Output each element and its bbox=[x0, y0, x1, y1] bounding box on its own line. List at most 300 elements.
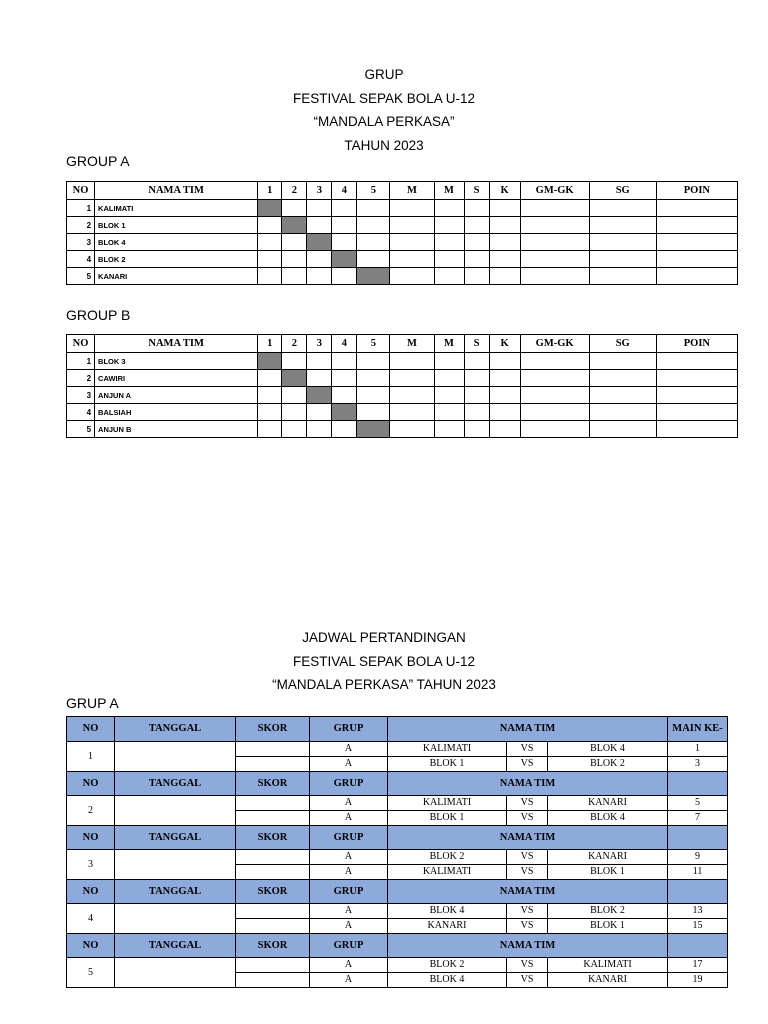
team-number: 5 bbox=[67, 421, 95, 438]
match-cell bbox=[307, 234, 332, 251]
match-score bbox=[236, 742, 310, 757]
match-cell bbox=[357, 200, 390, 217]
stat-cell bbox=[464, 353, 489, 370]
match-cell bbox=[307, 251, 332, 268]
team-name: CAWIRI bbox=[95, 370, 258, 387]
stat-cell bbox=[520, 404, 589, 421]
schedule-col-grup: GRUP bbox=[310, 772, 388, 796]
match-cell bbox=[258, 353, 282, 370]
team-name: BLOK 1 bbox=[95, 217, 258, 234]
column-header: S bbox=[464, 335, 489, 353]
stat-cell bbox=[656, 234, 737, 251]
match-score bbox=[236, 757, 310, 772]
versus-label: VS bbox=[507, 904, 548, 919]
schedule-header-row bbox=[67, 717, 728, 742]
stat-cell bbox=[434, 387, 464, 404]
round-number: 1 bbox=[67, 742, 115, 772]
match-cell bbox=[357, 387, 390, 404]
stat-cell bbox=[390, 200, 434, 217]
match-group: A bbox=[310, 904, 388, 919]
stat-cell bbox=[656, 200, 737, 217]
match-cell bbox=[357, 268, 390, 285]
match-score bbox=[236, 973, 310, 988]
match-cell bbox=[332, 370, 357, 387]
stat-cell bbox=[656, 268, 737, 285]
stat-cell bbox=[589, 268, 656, 285]
team-row bbox=[67, 234, 738, 251]
schedule-header-row bbox=[67, 880, 728, 904]
schedule-body bbox=[67, 717, 728, 988]
team-name: BLOK 2 bbox=[95, 251, 258, 268]
title-line: JADWAL PERTANDINGAN bbox=[302, 630, 466, 645]
team-name: BALSIAH bbox=[95, 404, 258, 421]
home-team: KALIMATI bbox=[388, 742, 507, 757]
round-number: 5 bbox=[67, 958, 115, 988]
schedule-col-grup: GRUP bbox=[310, 934, 388, 958]
column-header: GM-GK bbox=[520, 182, 589, 200]
schedule-col-skor: SKOR bbox=[236, 772, 310, 796]
stat-cell bbox=[489, 217, 520, 234]
match-date bbox=[115, 742, 236, 772]
match-group: A bbox=[310, 796, 388, 811]
team-number: 4 bbox=[67, 404, 95, 421]
away-team: KALIMATI bbox=[548, 958, 668, 973]
match-cell bbox=[357, 234, 390, 251]
match-order: 9 bbox=[668, 850, 728, 865]
column-header: 4 bbox=[332, 335, 357, 353]
match-cell bbox=[307, 387, 332, 404]
match-date bbox=[115, 958, 236, 988]
stat-cell bbox=[489, 421, 520, 438]
column-header: SG bbox=[589, 335, 656, 353]
match-cell bbox=[357, 421, 390, 438]
stat-cell bbox=[434, 370, 464, 387]
stat-cell bbox=[434, 217, 464, 234]
schedule-col-no: NO bbox=[67, 880, 115, 904]
schedule-col-no: NO bbox=[67, 826, 115, 850]
schedule-col-tanggal: TANGGAL bbox=[115, 826, 236, 850]
team-row bbox=[67, 217, 738, 234]
stat-cell bbox=[520, 234, 589, 251]
group-a-label: GROUP A bbox=[66, 153, 130, 169]
stat-cell bbox=[589, 404, 656, 421]
schedule-col-tanggal: TANGGAL bbox=[115, 717, 236, 742]
schedule-col-grup: GRUP bbox=[310, 826, 388, 850]
team-row bbox=[67, 370, 738, 387]
schedule-header-row bbox=[67, 934, 728, 958]
stat-cell bbox=[489, 200, 520, 217]
versus-label: VS bbox=[507, 865, 548, 880]
match-order: 7 bbox=[668, 811, 728, 826]
match-order: 13 bbox=[668, 904, 728, 919]
team-number: 2 bbox=[67, 370, 95, 387]
stat-cell bbox=[390, 234, 434, 251]
match-score bbox=[236, 904, 310, 919]
team-number: 1 bbox=[67, 353, 95, 370]
team-number: 1 bbox=[67, 200, 95, 217]
team-number: 2 bbox=[67, 217, 95, 234]
home-team: KALIMATI bbox=[388, 796, 507, 811]
stat-cell bbox=[520, 217, 589, 234]
schedule-title bbox=[0, 626, 768, 697]
round-number: 3 bbox=[67, 850, 115, 880]
match-cell bbox=[282, 200, 307, 217]
team-row bbox=[67, 251, 738, 268]
team-number: 4 bbox=[67, 251, 95, 268]
team-name: BLOK 4 bbox=[95, 234, 258, 251]
group-b-body bbox=[67, 353, 738, 438]
versus-label: VS bbox=[507, 742, 548, 757]
schedule-col-skor: SKOR bbox=[236, 717, 310, 742]
match-order: 19 bbox=[668, 973, 728, 988]
stat-cell bbox=[434, 353, 464, 370]
match-order: 11 bbox=[668, 865, 728, 880]
column-header: SG bbox=[589, 182, 656, 200]
home-team: KALIMATI bbox=[388, 865, 507, 880]
stat-cell bbox=[464, 421, 489, 438]
stat-cell bbox=[520, 370, 589, 387]
stat-cell bbox=[464, 370, 489, 387]
stat-cell bbox=[589, 370, 656, 387]
stat-cell bbox=[464, 251, 489, 268]
away-team: KANARI bbox=[548, 850, 668, 865]
stat-cell bbox=[520, 421, 589, 438]
match-cell bbox=[332, 251, 357, 268]
versus-label: VS bbox=[507, 811, 548, 826]
stat-cell bbox=[520, 268, 589, 285]
match-cell bbox=[307, 217, 332, 234]
team-row bbox=[67, 268, 738, 285]
team-row bbox=[67, 404, 738, 421]
match-row bbox=[67, 850, 728, 865]
stat-cell bbox=[390, 387, 434, 404]
match-group: A bbox=[310, 742, 388, 757]
match-cell bbox=[307, 370, 332, 387]
schedule-col-nama-tim: NAMA TIM bbox=[388, 880, 668, 904]
match-cell bbox=[332, 217, 357, 234]
column-header: K bbox=[489, 335, 520, 353]
match-cell bbox=[282, 421, 307, 438]
team-row bbox=[67, 200, 738, 217]
stat-cell bbox=[390, 217, 434, 234]
schedule-col-nama-tim: NAMA TIM bbox=[388, 717, 668, 742]
column-header: K bbox=[489, 182, 520, 200]
match-cell bbox=[258, 200, 282, 217]
standings-title bbox=[0, 63, 768, 157]
column-header: 5 bbox=[357, 182, 390, 200]
schedule-col-main-ke bbox=[668, 826, 728, 850]
match-cell bbox=[258, 217, 282, 234]
match-cell bbox=[282, 387, 307, 404]
stat-cell bbox=[489, 370, 520, 387]
home-team: BLOK 2 bbox=[388, 958, 507, 973]
match-cell bbox=[357, 370, 390, 387]
schedule-header-row bbox=[67, 826, 728, 850]
team-number: 5 bbox=[67, 268, 95, 285]
column-header: NO bbox=[67, 182, 95, 200]
column-header: 3 bbox=[307, 335, 332, 353]
match-cell bbox=[357, 251, 390, 268]
schedule-col-skor: SKOR bbox=[236, 880, 310, 904]
schedule-col-no: NO bbox=[67, 934, 115, 958]
column-header: M bbox=[434, 182, 464, 200]
versus-label: VS bbox=[507, 973, 548, 988]
versus-label: VS bbox=[507, 919, 548, 934]
match-order: 15 bbox=[668, 919, 728, 934]
stat-cell bbox=[464, 268, 489, 285]
column-header: NAMA TIM bbox=[95, 182, 258, 200]
home-team: BLOK 2 bbox=[388, 850, 507, 865]
match-cell bbox=[307, 268, 332, 285]
match-cell bbox=[258, 404, 282, 421]
column-header: 5 bbox=[357, 335, 390, 353]
stat-cell bbox=[489, 404, 520, 421]
match-row bbox=[67, 796, 728, 811]
home-team: KANARI bbox=[388, 919, 507, 934]
schedule-col-nama-tim: NAMA TIM bbox=[388, 934, 668, 958]
stat-cell bbox=[434, 200, 464, 217]
match-cell bbox=[357, 353, 390, 370]
group-b-label: GROUP B bbox=[66, 307, 131, 323]
column-header: POIN bbox=[656, 182, 737, 200]
title-line: GRUP bbox=[364, 67, 404, 82]
home-team: BLOK 1 bbox=[388, 811, 507, 826]
stat-cell bbox=[390, 404, 434, 421]
match-cell bbox=[307, 200, 332, 217]
round-number: 4 bbox=[67, 904, 115, 934]
stat-cell bbox=[656, 370, 737, 387]
away-team: BLOK 1 bbox=[548, 919, 668, 934]
column-header: POIN bbox=[656, 335, 737, 353]
match-cell bbox=[307, 421, 332, 438]
match-cell bbox=[307, 353, 332, 370]
versus-label: VS bbox=[507, 958, 548, 973]
stat-cell bbox=[390, 370, 434, 387]
match-order: 5 bbox=[668, 796, 728, 811]
stat-cell bbox=[656, 217, 737, 234]
schedule-col-tanggal: TANGGAL bbox=[115, 772, 236, 796]
schedule-col-no: NO bbox=[67, 772, 115, 796]
match-score bbox=[236, 796, 310, 811]
match-cell bbox=[258, 268, 282, 285]
stat-cell bbox=[656, 251, 737, 268]
stat-cell bbox=[434, 234, 464, 251]
team-name: KANARI bbox=[95, 268, 258, 285]
stat-cell bbox=[464, 200, 489, 217]
group-a-standings-table bbox=[66, 181, 738, 285]
stat-cell bbox=[390, 421, 434, 438]
match-cell bbox=[282, 353, 307, 370]
stat-cell bbox=[656, 353, 737, 370]
away-team: BLOK 4 bbox=[548, 811, 668, 826]
schedule-table bbox=[66, 716, 728, 988]
title-line: FESTIVAL SEPAK BOLA U-12 bbox=[292, 653, 476, 669]
title-line: FESTIVAL SEPAK BOLA U-12 bbox=[292, 90, 476, 106]
stat-cell bbox=[464, 387, 489, 404]
stat-cell bbox=[434, 421, 464, 438]
title-line: “MANDALA PERKASA” TAHUN 2023 bbox=[272, 677, 496, 692]
match-cell bbox=[258, 421, 282, 438]
stat-cell bbox=[390, 268, 434, 285]
schedule-col-nama-tim: NAMA TIM bbox=[388, 772, 668, 796]
standings-header-row bbox=[67, 182, 738, 200]
stat-cell bbox=[489, 234, 520, 251]
column-header: NO bbox=[67, 335, 95, 353]
column-header: 2 bbox=[282, 182, 307, 200]
match-cell bbox=[282, 234, 307, 251]
match-cell bbox=[332, 200, 357, 217]
standings-header-row bbox=[67, 335, 738, 353]
away-team: KANARI bbox=[548, 973, 668, 988]
schedule-col-main-ke bbox=[668, 772, 728, 796]
schedule-col-no: NO bbox=[67, 717, 115, 742]
stat-cell bbox=[489, 251, 520, 268]
home-team: BLOK 4 bbox=[388, 973, 507, 988]
match-date bbox=[115, 850, 236, 880]
match-cell bbox=[282, 268, 307, 285]
schedule-col-grup: GRUP bbox=[310, 880, 388, 904]
team-number: 3 bbox=[67, 387, 95, 404]
match-cell bbox=[332, 353, 357, 370]
group-b-standings-table bbox=[66, 334, 738, 438]
match-date bbox=[115, 796, 236, 826]
stat-cell bbox=[434, 251, 464, 268]
away-team: BLOK 2 bbox=[548, 904, 668, 919]
match-cell bbox=[357, 404, 390, 421]
stat-cell bbox=[520, 387, 589, 404]
match-cell bbox=[332, 404, 357, 421]
column-header: M bbox=[434, 335, 464, 353]
schedule-col-main-ke bbox=[668, 880, 728, 904]
away-team: BLOK 2 bbox=[548, 757, 668, 772]
column-header: M bbox=[390, 182, 434, 200]
column-header: 2 bbox=[282, 335, 307, 353]
match-cell bbox=[332, 421, 357, 438]
schedule-col-skor: SKOR bbox=[236, 826, 310, 850]
match-date bbox=[115, 904, 236, 934]
column-header: M bbox=[390, 335, 434, 353]
match-row bbox=[67, 904, 728, 919]
match-score bbox=[236, 850, 310, 865]
match-score bbox=[236, 865, 310, 880]
match-group: A bbox=[310, 757, 388, 772]
match-order: 3 bbox=[668, 757, 728, 772]
away-team: BLOK 1 bbox=[548, 865, 668, 880]
team-row bbox=[67, 421, 738, 438]
match-cell bbox=[332, 268, 357, 285]
versus-label: VS bbox=[507, 757, 548, 772]
column-header: 1 bbox=[258, 182, 282, 200]
match-group: A bbox=[310, 850, 388, 865]
stat-cell bbox=[434, 404, 464, 421]
match-score bbox=[236, 958, 310, 973]
schedule-col-tanggal: TANGGAL bbox=[115, 880, 236, 904]
schedule-col-nama-tim: NAMA TIM bbox=[388, 826, 668, 850]
versus-label: VS bbox=[507, 850, 548, 865]
team-name: ANJUN B bbox=[95, 421, 258, 438]
group-a-body bbox=[67, 200, 738, 285]
column-header: 4 bbox=[332, 182, 357, 200]
schedule-col-grup: GRUP bbox=[310, 717, 388, 742]
team-number: 3 bbox=[67, 234, 95, 251]
home-team: BLOK 4 bbox=[388, 904, 507, 919]
stat-cell bbox=[656, 404, 737, 421]
schedule-col-tanggal: TANGGAL bbox=[115, 934, 236, 958]
match-cell bbox=[258, 370, 282, 387]
stat-cell bbox=[520, 251, 589, 268]
stat-cell bbox=[589, 234, 656, 251]
team-name: BLOK 3 bbox=[95, 353, 258, 370]
schedule-header-row bbox=[67, 772, 728, 796]
match-score bbox=[236, 919, 310, 934]
schedule-col-main-ke: MAIN KE- bbox=[668, 717, 728, 742]
match-cell bbox=[258, 234, 282, 251]
stat-cell bbox=[589, 251, 656, 268]
stat-cell bbox=[464, 217, 489, 234]
match-cell bbox=[332, 234, 357, 251]
match-group: A bbox=[310, 811, 388, 826]
column-header: 3 bbox=[307, 182, 332, 200]
schedule-col-main-ke bbox=[668, 934, 728, 958]
team-row bbox=[67, 387, 738, 404]
round-number: 2 bbox=[67, 796, 115, 826]
team-name: KALIMATI bbox=[95, 200, 258, 217]
match-cell bbox=[282, 217, 307, 234]
match-order: 17 bbox=[668, 958, 728, 973]
title-line: TAHUN 2023 bbox=[344, 137, 424, 153]
stat-cell bbox=[464, 404, 489, 421]
match-cell bbox=[332, 387, 357, 404]
match-cell bbox=[282, 370, 307, 387]
match-group: A bbox=[310, 973, 388, 988]
title-line: “MANDALA PERKASA” bbox=[313, 114, 455, 129]
match-row bbox=[67, 958, 728, 973]
match-score bbox=[236, 811, 310, 826]
stat-cell bbox=[489, 353, 520, 370]
stat-cell bbox=[464, 234, 489, 251]
team-row bbox=[67, 353, 738, 370]
match-group: A bbox=[310, 919, 388, 934]
match-cell bbox=[307, 404, 332, 421]
stat-cell bbox=[589, 217, 656, 234]
column-header: S bbox=[464, 182, 489, 200]
match-cell bbox=[258, 251, 282, 268]
stat-cell bbox=[656, 387, 737, 404]
versus-label: VS bbox=[507, 796, 548, 811]
match-row bbox=[67, 742, 728, 757]
match-group: A bbox=[310, 958, 388, 973]
schedule-col-skor: SKOR bbox=[236, 934, 310, 958]
column-header: 1 bbox=[258, 335, 282, 353]
match-order: 1 bbox=[668, 742, 728, 757]
match-cell bbox=[258, 387, 282, 404]
stat-cell bbox=[489, 387, 520, 404]
stat-cell bbox=[489, 268, 520, 285]
home-team: BLOK 1 bbox=[388, 757, 507, 772]
away-team: BLOK 4 bbox=[548, 742, 668, 757]
stat-cell bbox=[589, 200, 656, 217]
stat-cell bbox=[390, 251, 434, 268]
stat-cell bbox=[656, 421, 737, 438]
stat-cell bbox=[520, 353, 589, 370]
column-header: GM-GK bbox=[520, 335, 589, 353]
stat-cell bbox=[520, 200, 589, 217]
match-cell bbox=[282, 251, 307, 268]
stat-cell bbox=[390, 353, 434, 370]
match-cell bbox=[282, 404, 307, 421]
stat-cell bbox=[434, 268, 464, 285]
stat-cell bbox=[589, 387, 656, 404]
